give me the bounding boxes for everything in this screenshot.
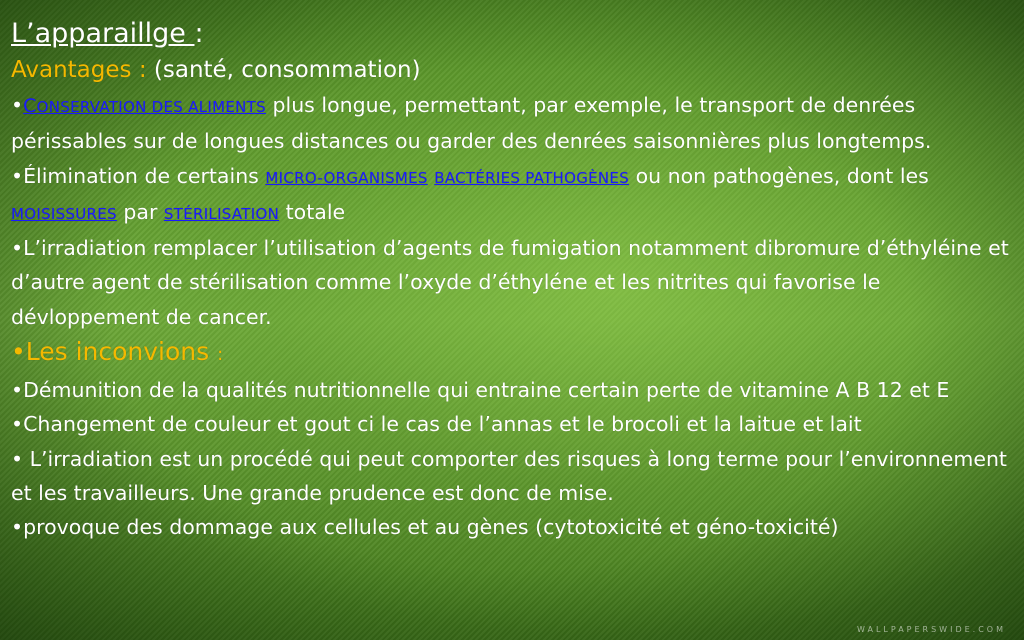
bullet-risques: • L’irradiation est un procédé qui peut comporter des risques à long terme pour l’environnement et les travailleurs. Une grande prudence est donc de mise. xyxy=(11,446,1007,505)
bullet-elimination xyxy=(11,159,1017,232)
bullet-conservation xyxy=(11,88,1017,159)
bullet-mark: • xyxy=(11,93,24,117)
bullet-conservation-text: plus longue, permettant, par exemple, le transport de denrées périssables sur de longues distances ou garder des denrées saisonnières plus longtemps. xyxy=(11,93,932,154)
bullet-irradiation-fumigation: •L’irradiation remplacer l’utilisation d’agents de fumigation notamment dibromure d’éthyléine et d’autre agent de stérilisation comme l’oxyde d’éthyléne et les nitrites qui favorise le dévloppement de cancer. xyxy=(11,236,1009,329)
link-sterilisation[interactable]: STÉRILISATION xyxy=(163,204,280,223)
watermark: WALLPAPERSWIDE.COM xyxy=(857,625,1006,634)
title-text: L’apparaillge xyxy=(11,18,195,49)
bullet-elimination-par: par xyxy=(116,199,164,224)
inconvenients-label: •Les inconvions xyxy=(11,337,218,367)
link-micro-organismes[interactable]: MICRO-ORGANISMES xyxy=(265,168,428,187)
inconvenients-heading xyxy=(11,334,1017,373)
link-moisissures[interactable]: MOISISSURES xyxy=(11,204,117,223)
inconvenients-colon: : xyxy=(217,344,224,366)
bullet-elimination-mid: ou non pathogènes, dont les xyxy=(629,163,929,188)
avantages-heading xyxy=(11,52,1017,88)
link-conservation-des-aliments[interactable]: CONSERVATION DES ALIMENTS xyxy=(23,95,266,117)
slide-content xyxy=(11,16,1017,545)
avantages-detail: (santé, consommation) xyxy=(153,57,421,83)
bullet-demunition: •Démunition de la qualités nutritionnelle qui entraine certain perte de vitamine A B 12 et E xyxy=(11,378,950,403)
avantages-label: Avantages : xyxy=(11,57,154,83)
bullet-elimination-post: totale xyxy=(279,199,346,224)
slide-title xyxy=(11,16,1017,52)
bullet-dommages-cellules: •provoque des dommage aux cellules et au gènes (cytotoxicité et géno-toxicité) xyxy=(11,515,839,540)
bullet-elimination-pre: •Élimination de certains xyxy=(11,163,266,188)
title-colon: : xyxy=(194,18,204,49)
bullet-changement-couleur: •Changement de couleur et gout ci le cas de l’annas et le brocoli et la laitue et lait xyxy=(11,412,862,437)
link-bacteries-pathogenes[interactable]: BACTÉRIES PATHOGÈNES xyxy=(434,168,630,187)
